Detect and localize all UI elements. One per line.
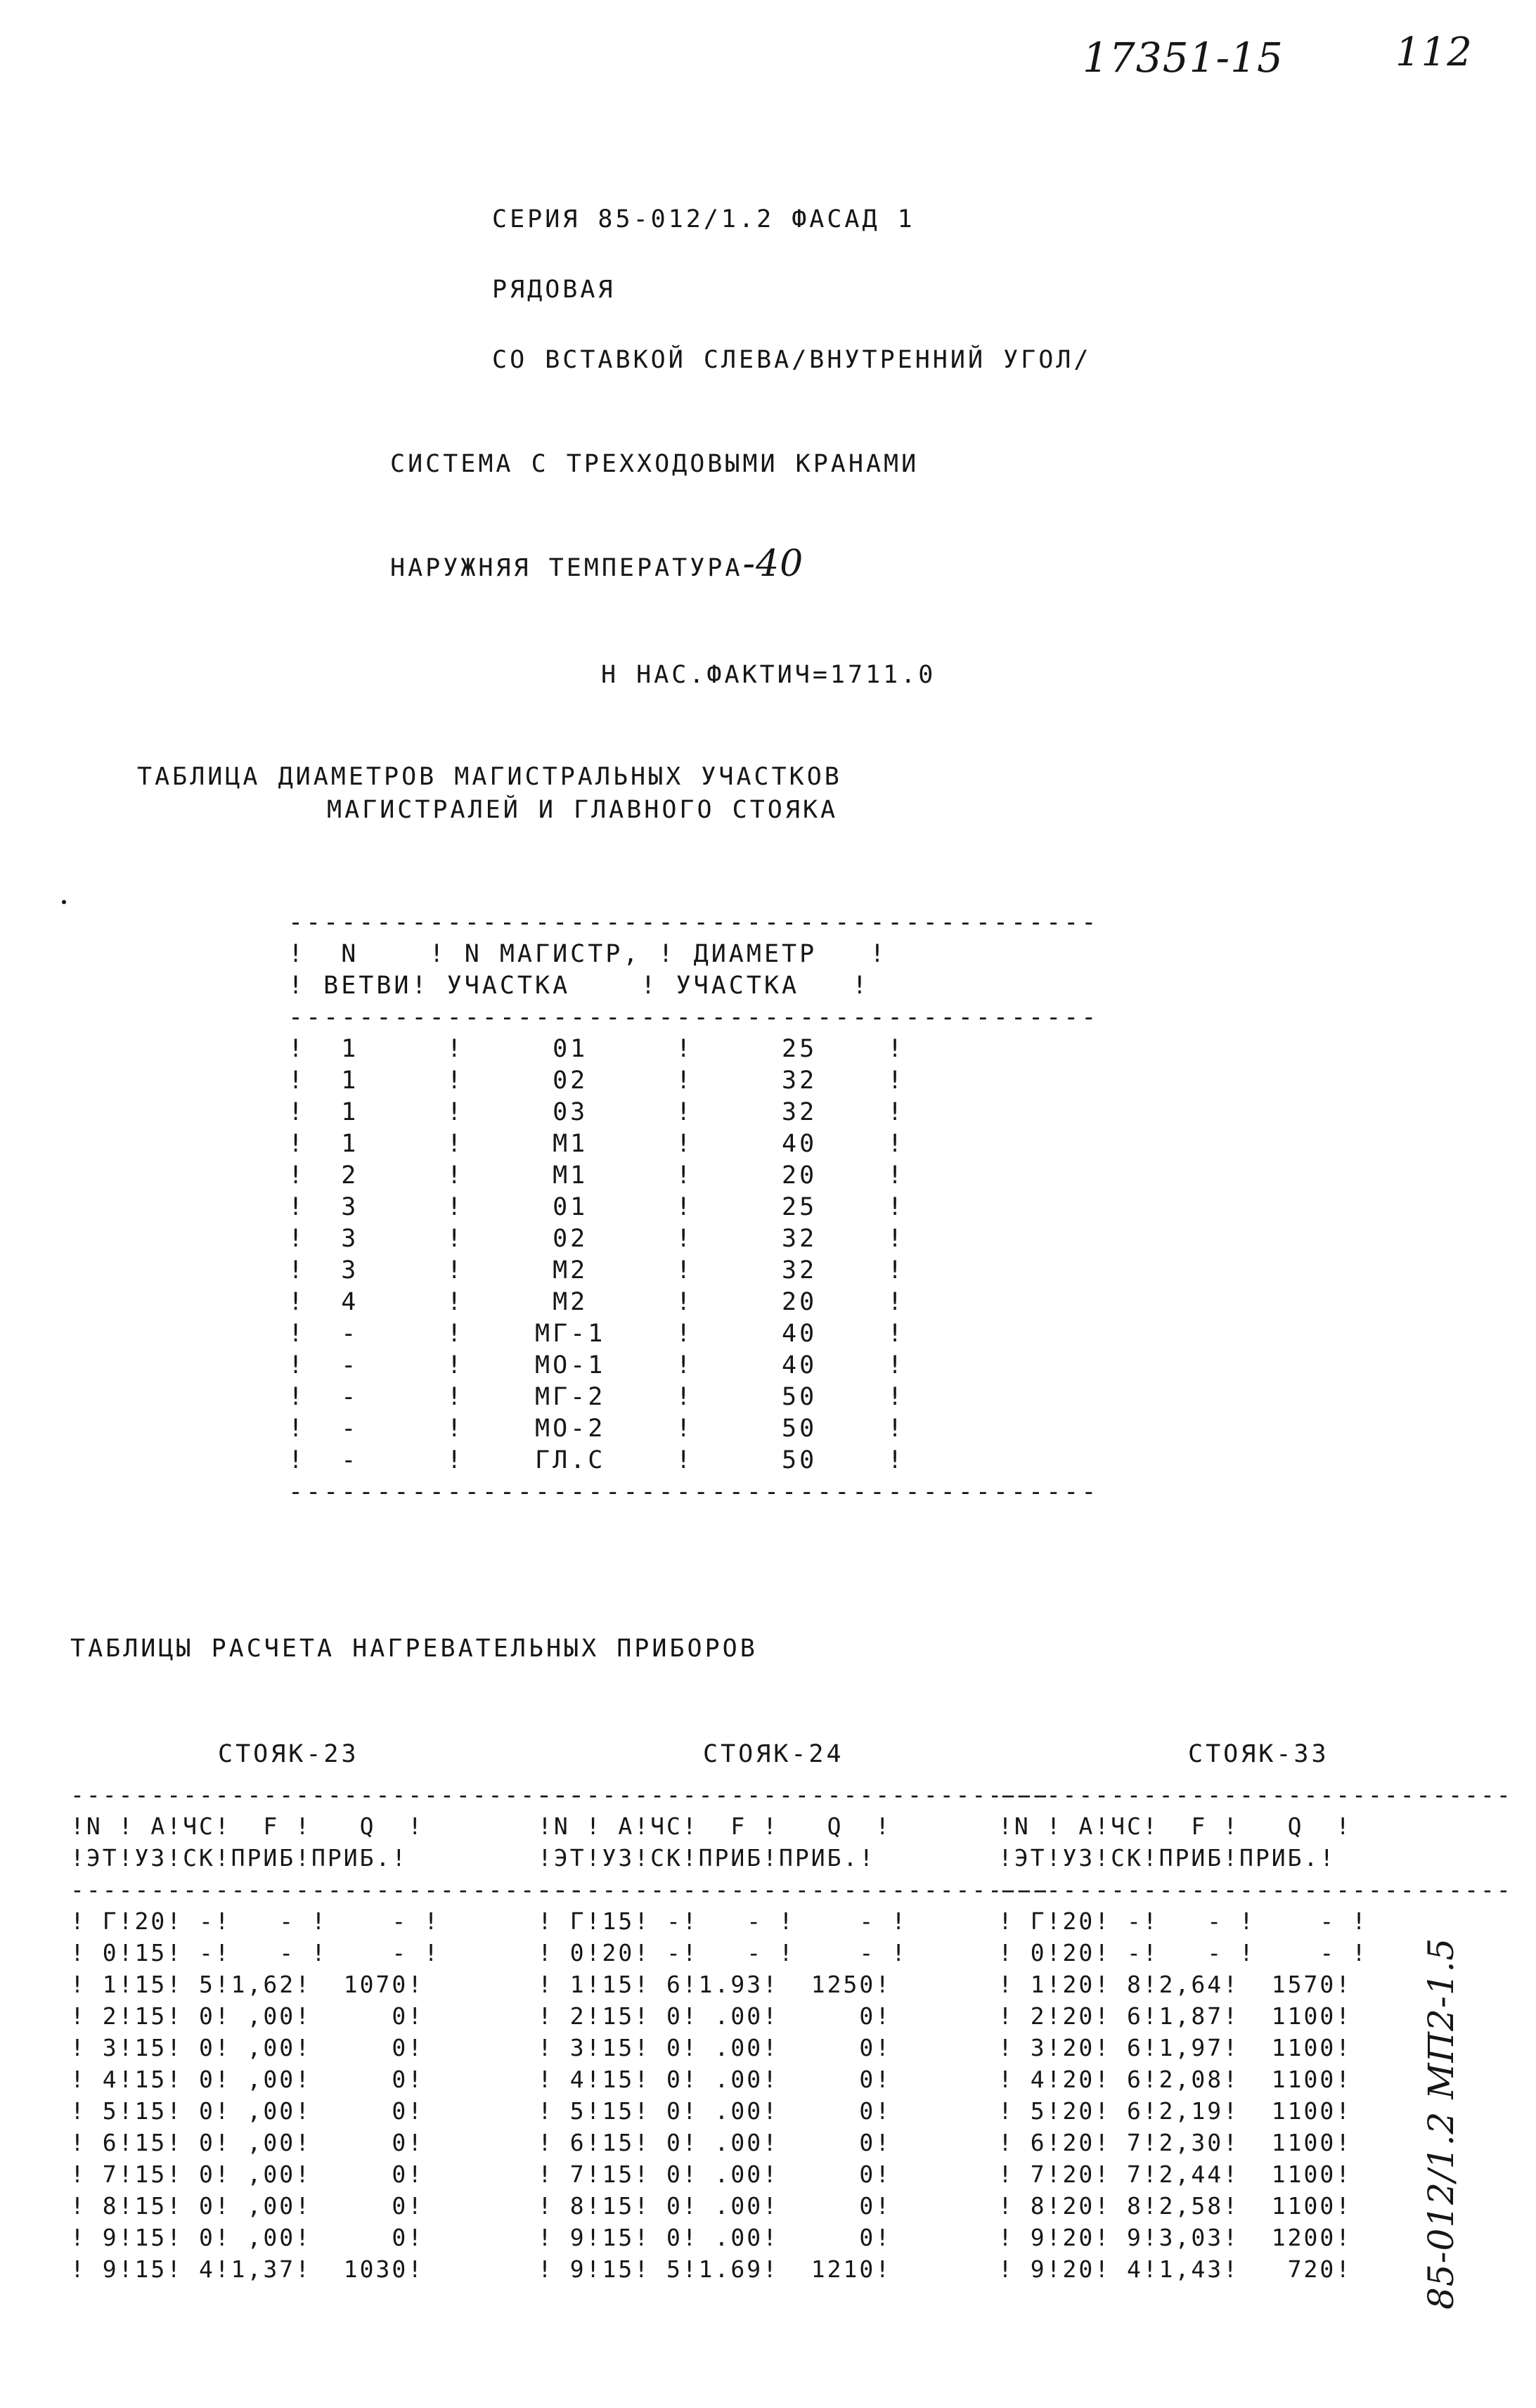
table-row: ! - ! МГ-2 ! 50 !: [288, 1383, 905, 1411]
table-rule: --------------------------------: [70, 1781, 585, 1808]
table-rule: --------------------------------: [998, 1876, 1513, 1903]
table-header-row: ! N ! N МАГИСТР, ! ДИАМЕТР !: [288, 940, 888, 968]
stray-dot: [62, 900, 66, 904]
table-row: ! Г!20! -! - ! - !: [70, 1907, 440, 1935]
table-row: ! 1!15! 6!1.93! 1250!: [538, 1971, 892, 1998]
table-row: ! 2!15! 0! ,00! 0!: [70, 2002, 425, 2030]
table-row: ! 2!20! 6!1,87! 1100!: [998, 2002, 1353, 2030]
table-row: ! - ! МО-1 ! 40 !: [288, 1351, 905, 1379]
table-row: ! Г!15! -! - ! - !: [538, 1907, 908, 1935]
table-row: ! 7!15! 0! .00! 0!: [538, 2161, 892, 2188]
table-rule: --------------------------------: [538, 1781, 1052, 1808]
table-rule: --------------------------------: [998, 1781, 1513, 1808]
table-row: ! 5!15! 0! .00! 0!: [538, 2097, 892, 2125]
table-header-row: !ЭТ!УЗ!СК!ПРИБ!ПРИБ.!: [70, 1844, 408, 1872]
table-row: ! 4!15! 0! ,00! 0!: [70, 2066, 425, 2093]
table-row: ! 3!20! 6!1,97! 1100!: [998, 2034, 1353, 2061]
table-row: ! 1!15! 5!1,62! 1070!: [70, 1971, 425, 1998]
table-row: ! Г!20! -! - ! - !: [998, 1907, 1368, 1935]
diameter-table-title-1: ТАБЛИЦА ДИАМЕТРОВ МАГИСТРАЛЬНЫХ УЧАСТКОВ: [137, 763, 842, 791]
type-line: РЯДОВАЯ: [492, 276, 616, 304]
page-number: 112: [1395, 30, 1473, 75]
table-row: ! 0!20! -! - ! - !: [538, 1939, 908, 1966]
table-row: ! 0!20! -! - ! - !: [998, 1939, 1368, 1966]
table-row: ! 4!15! 0! .00! 0!: [538, 2066, 892, 2093]
table-row: ! 3 ! 01 ! 25 !: [288, 1193, 905, 1221]
document-code: 17351-15: [1083, 34, 1284, 82]
table-row: ! 2 ! М1 ! 20 !: [288, 1161, 905, 1190]
table-rule: --------------------------------: [538, 1876, 1052, 1903]
riser-table-33: [998, 1779, 1513, 2285]
table-row: ! 1 ! 01 ! 25 !: [288, 1035, 905, 1063]
diameter-table: [288, 907, 1099, 1508]
table-row: ! 8!15! 0! .00! 0!: [538, 2192, 892, 2220]
table-row: ! 7!15! 0! ,00! 0!: [70, 2161, 425, 2188]
table-row: ! 2!15! 0! .00! 0!: [538, 2002, 892, 2030]
table-header-row: !N ! А!ЧС! F ! Q !: [998, 1813, 1353, 1840]
table-row: ! 8!20! 8!2,58! 1100!: [998, 2192, 1353, 2220]
table-row: ! 6!15! 0! .00! 0!: [538, 2129, 892, 2156]
table-row: ! 6!20! 7!2,30! 1100!: [998, 2129, 1353, 2156]
table-row: ! 1 ! 02 ! 32 !: [288, 1067, 905, 1095]
table-header-row: !N ! А!ЧС! F ! Q !: [538, 1813, 892, 1840]
side-stamp: 85-012/1.2 МП2-1.5: [1421, 1937, 1461, 2310]
table-row: ! 3!15! 0! ,00! 0!: [70, 2034, 425, 2061]
table-row: ! 9!15! 0! .00! 0!: [538, 2224, 892, 2251]
system-line: СИСТЕМА С ТРЕХХОДОВЫМИ КРАНАМИ: [390, 450, 919, 478]
table-rule: ----------------------------------------------: [288, 908, 1099, 936]
table-row: ! 0!15! -! - ! - !: [70, 1939, 440, 1966]
outdoor-temp-value: -40: [742, 543, 804, 585]
table-row: ! 9!20! 9!3,03! 1200!: [998, 2224, 1353, 2251]
table-row: ! 3 ! М2 ! 32 !: [288, 1256, 905, 1285]
table-row: ! 4!20! 6!2,08! 1100!: [998, 2066, 1353, 2093]
series-line: СЕРИЯ 85-012/1.2 ФАСАД 1: [492, 205, 915, 233]
table-header-row: !N ! А!ЧС! F ! Q !: [70, 1813, 425, 1840]
riser-table-23: [70, 1779, 585, 2285]
riser-table-24: [538, 1779, 1052, 2285]
table-row: ! 8!15! 0! ,00! 0!: [70, 2192, 425, 2220]
riser-title-33: СТОЯК-33: [1188, 1740, 1329, 1768]
table-rule: --------------------------------: [70, 1876, 585, 1903]
pump-head-line: Н НАС.ФАКТИЧ=1711.0: [601, 661, 936, 689]
table-header-row: !ЭТ!УЗ!СК!ПРИБ!ПРИБ.!: [998, 1844, 1336, 1872]
insert-line: СО ВСТАВКОЙ СЛЕВА/ВНУТРЕННИЙ УГОЛ/: [492, 346, 1092, 374]
table-row: ! 1!20! 8!2,64! 1570!: [998, 1971, 1353, 1998]
table-row: ! 5!15! 0! ,00! 0!: [70, 2097, 425, 2125]
table-header-row: ! ВЕТВИ! УЧАСТКА ! УЧАСТКА !: [288, 972, 870, 1000]
table-row: ! - ! МО-2 ! 50 !: [288, 1415, 905, 1443]
table-row: ! 6!15! 0! ,00! 0!: [70, 2129, 425, 2156]
table-rule: ----------------------------------------------: [288, 1478, 1099, 1506]
riser-title-24: СТОЯК-24: [703, 1740, 844, 1768]
table-row: ! - ! МГ-1 ! 40 !: [288, 1320, 905, 1348]
table-row: ! 9!20! 4!1,43! 720!: [998, 2255, 1353, 2283]
table-row: ! 9!15! 5!1.69! 1210!: [538, 2255, 892, 2283]
table-row: ! 3 ! 02 ! 32 !: [288, 1225, 905, 1253]
table-row: ! 9!15! 4!1,37! 1030!: [70, 2255, 425, 2283]
outdoor-temp-label: НАРУЖНЯЯ ТЕМПЕРАТУРА: [390, 554, 743, 582]
table-row: ! 3!15! 0! .00! 0!: [538, 2034, 892, 2061]
table-row: ! 7!20! 7!2,44! 1100!: [998, 2161, 1353, 2188]
devices-section-title: ТАБЛИЦЫ РАСЧЕТА НАГРЕВАТЕЛЬНЫХ ПРИБОРОВ: [70, 1635, 758, 1663]
diameter-table-title-2: МАГИСТРАЛЕЙ И ГЛАВНОГО СТОЯКА: [327, 796, 839, 824]
table-row: ! 4 ! М2 ! 20 !: [288, 1288, 905, 1316]
table-header-row: !ЭТ!УЗ!СК!ПРИБ!ПРИБ.!: [538, 1844, 876, 1872]
riser-title-23: СТОЯК-23: [218, 1740, 359, 1768]
outdoor-temperature: [390, 543, 804, 585]
table-row: ! - ! ГЛ.С ! 50 !: [288, 1446, 905, 1474]
table-rule: ----------------------------------------------: [288, 1003, 1099, 1031]
table-row: ! 5!20! 6!2,19! 1100!: [998, 2097, 1353, 2125]
table-row: ! 1 ! 03 ! 32 !: [288, 1098, 905, 1126]
table-row: ! 1 ! М1 ! 40 !: [288, 1130, 905, 1158]
table-row: ! 9!15! 0! ,00! 0!: [70, 2224, 425, 2251]
